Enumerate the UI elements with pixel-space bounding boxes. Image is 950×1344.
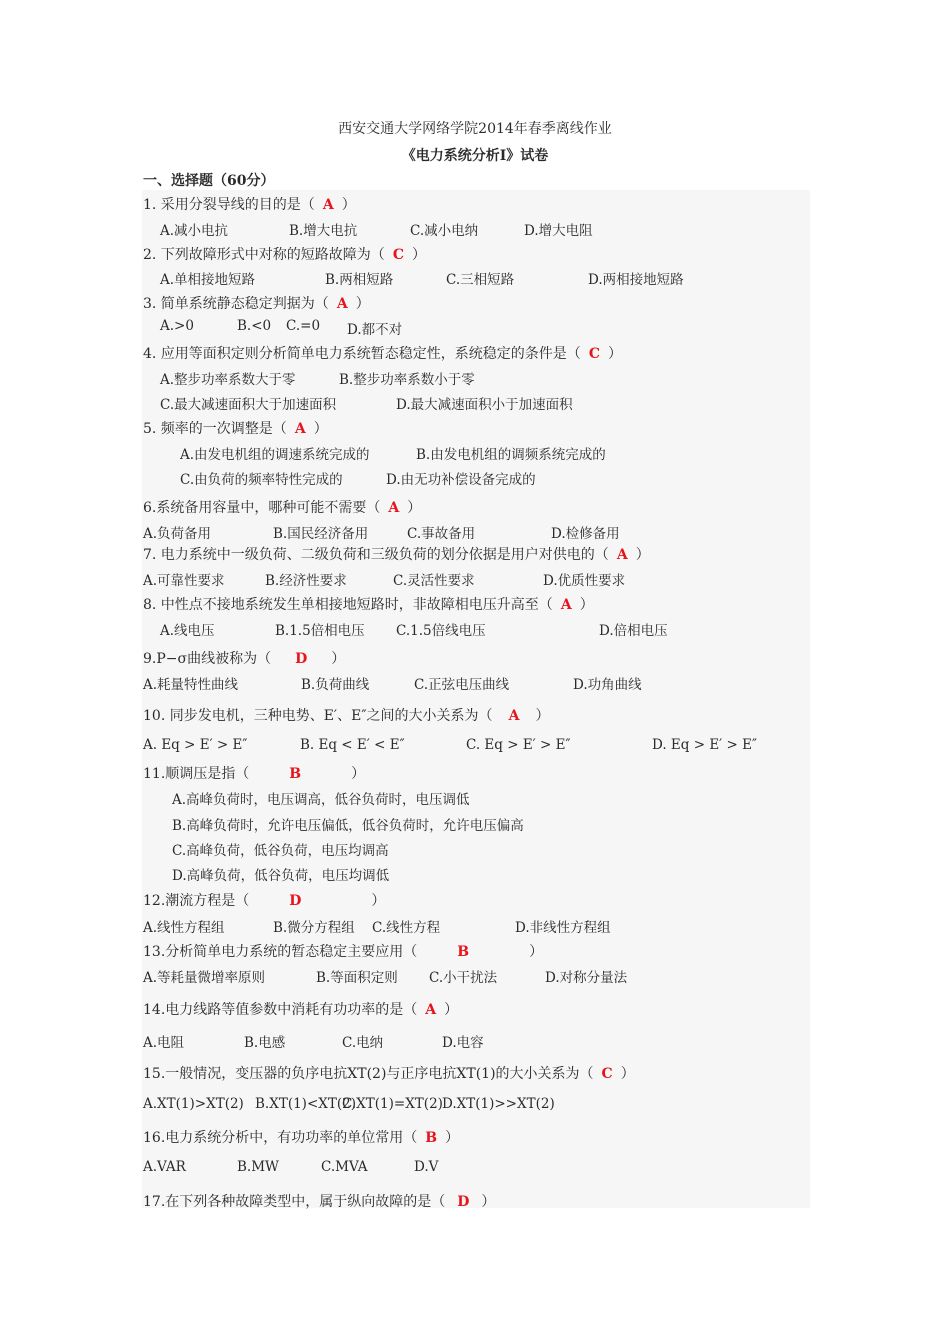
- option-6c: C.事故备用: [407, 526, 476, 542]
- answer-8: A: [560, 597, 572, 613]
- option-11d: D.高峰负荷，低谷负荷，电压均调低: [172, 868, 390, 884]
- option-15d: D.XT(1)>>XT(2): [442, 1096, 555, 1112]
- question-text: ）: [444, 1002, 459, 1018]
- option-9a: A.耗量特性曲线: [143, 677, 239, 693]
- option-13c: C.小干扰法: [429, 970, 498, 986]
- option-5d: D.由无功补偿设备完成的: [386, 472, 536, 488]
- option-7a: A.可靠性要求: [143, 573, 225, 589]
- question-2: [143, 244, 426, 264]
- option-10a: A. Eq > E′ > E″: [143, 737, 248, 753]
- answer-12: D: [289, 893, 302, 909]
- question-text: 10. 同步发电机，三种电势、E′、E″之间的大小关系为（: [143, 708, 493, 724]
- question-11: [143, 763, 365, 783]
- question-text: ）: [371, 893, 386, 909]
- question-text: ）: [313, 421, 328, 437]
- question-text: 8. 中性点不接地系统发生单相接地短路时，非故障相电压升高至（: [143, 597, 553, 613]
- question-13: [143, 941, 543, 961]
- option-15a: A.XT(1)>XT(2): [143, 1096, 244, 1112]
- option-14b: B.电感: [244, 1035, 286, 1051]
- option-16b: B.MW: [237, 1159, 279, 1175]
- option-3a: A.>0: [160, 318, 194, 334]
- question-text: 17.在下列各种故障类型中，属于纵向故障的是（: [143, 1194, 446, 1210]
- question-text: 3. 简单系统静态稳定判据为（: [143, 296, 329, 312]
- option-11c: C.高峰负荷，低谷负荷，电压均调高: [172, 843, 389, 859]
- question-text: 5. 频率的一次调整是（: [143, 421, 287, 437]
- option-2c: C.三相短路: [446, 272, 515, 288]
- answer-4: C: [588, 346, 600, 362]
- answer-9: D: [295, 651, 308, 667]
- question-text: 11.顺调压是指（: [143, 766, 250, 782]
- answer-14: A: [425, 1002, 437, 1018]
- option-4d: D.最大减速面积小于加速面积: [396, 397, 573, 413]
- question-text: ）: [411, 247, 426, 263]
- option-8a: A.线电压: [160, 623, 215, 639]
- option-3d: D.都不对: [347, 322, 403, 338]
- question-14: [143, 999, 458, 1019]
- option-11a: A.高峰负荷时，电压调高，低谷负荷时，电压调低: [172, 792, 470, 808]
- section-heading: 一、选择题（60分）: [143, 173, 275, 189]
- question-text: 4. 应用等面积定则分析简单电力系统暂态稳定性，系统稳定的条件是（: [143, 346, 581, 362]
- question-1: [143, 194, 356, 214]
- answer-7: A: [616, 547, 628, 563]
- answer-3: A: [336, 296, 348, 312]
- question-text: ）: [445, 1130, 460, 1146]
- question-text: ）: [341, 197, 356, 213]
- option-9d: D.功角曲线: [573, 677, 642, 693]
- option-6b: B.国民经济备用: [273, 526, 369, 542]
- option-2a: A.单相接地短路: [160, 272, 256, 288]
- question-text: 16.电力系统分析中，有功功率的单位常用（: [143, 1130, 418, 1146]
- option-1c: C.减小电纳: [410, 223, 479, 239]
- option-5c: C.由负荷的频率特性完成的: [180, 472, 343, 488]
- option-14d: D.电容: [442, 1035, 484, 1051]
- question-text: ）: [351, 766, 366, 782]
- question-10: [143, 705, 549, 725]
- option-7d: D.优质性要求: [543, 573, 626, 589]
- answer-15: C: [601, 1066, 613, 1082]
- question-8: [143, 594, 594, 614]
- question-5: [143, 418, 328, 438]
- question-text: 2. 下列故障形式中对称的短路故障为（: [143, 247, 385, 263]
- question-7: [143, 544, 650, 564]
- question-text: ）: [407, 500, 422, 516]
- option-8b: B.1.5倍相电压: [275, 623, 365, 639]
- question-text: ）: [481, 1194, 496, 1210]
- option-12b: B.微分方程组: [273, 920, 355, 936]
- question-16: [143, 1127, 459, 1147]
- question-text: 12.潮流方程是（: [143, 893, 250, 909]
- question-text: ）: [635, 547, 650, 563]
- question-3: [143, 293, 370, 313]
- question-text: 13.分析简单电力系统的暂态稳定主要应用（: [143, 944, 418, 960]
- question-text: 7. 电力系统中一级负荷、二级负荷和三级负荷的划分依据是用户对供电的（: [143, 547, 609, 563]
- option-4a: A.整步功率系数大于零: [160, 372, 296, 388]
- question-15: [143, 1063, 635, 1083]
- question-12: [143, 890, 385, 910]
- question-text: ）: [535, 708, 550, 724]
- option-6a: A.负荷备用: [143, 526, 212, 542]
- option-5a: A.由发电机组的调速系统完成的: [180, 447, 370, 463]
- document-title: 西安交通大学网络学院2014年春季离线作业: [338, 121, 612, 137]
- option-12a: A.线性方程组: [143, 920, 225, 936]
- answer-17: D: [457, 1194, 470, 1210]
- option-4b: B.整步功率系数小于零: [339, 372, 475, 388]
- question-text: 6.系统备用容量中，哪种可能不需要（: [143, 500, 381, 516]
- question-text: 14.电力线路等值参数中消耗有功功率的是（: [143, 1002, 418, 1018]
- option-9b: B.负荷曲线: [301, 677, 370, 693]
- option-16a: A.VAR: [143, 1159, 186, 1175]
- question-text: ）: [355, 296, 370, 312]
- option-12c: C.线性方程: [372, 920, 441, 936]
- question-text: ）: [331, 651, 346, 667]
- option-10d: D. Eq > E′ > E″: [652, 737, 758, 753]
- option-3b: B.<0: [237, 318, 272, 334]
- question-6: [143, 497, 421, 517]
- option-15b: B.XT(1)<XT(2): [255, 1096, 356, 1112]
- question-text: ）: [529, 944, 544, 960]
- option-11b: B.高峰负荷时，允许电压偏低，低谷负荷时，允许电压偏高: [172, 818, 524, 834]
- option-15c: C.XT(1)=XT(2): [342, 1096, 443, 1112]
- option-16c: C.MVA: [321, 1159, 368, 1175]
- question-text: 1. 采用分裂导线的目的是（: [143, 197, 315, 213]
- option-10c: C. Eq > E′ > E″: [466, 737, 571, 753]
- answer-2: C: [392, 247, 404, 263]
- option-12d: D.非线性方程组: [515, 920, 611, 936]
- document-subtitle: 《电力系统分析Ⅰ》试卷: [401, 148, 549, 164]
- question-text: 9.P−σ曲线被称为（: [143, 651, 272, 667]
- question-text: ）: [620, 1066, 635, 1082]
- answer-10: A: [508, 708, 520, 724]
- question-text: 15.一般情况，变压器的负序电抗XT(2)与正序电抗XT(1)的大小关系为（: [143, 1066, 594, 1082]
- option-8d: D.倍相电压: [599, 623, 668, 639]
- option-14c: C.电纳: [342, 1035, 384, 1051]
- answer-6: A: [388, 500, 400, 516]
- question-4: [143, 343, 622, 363]
- answer-11: B: [289, 766, 302, 782]
- question-text: ）: [607, 346, 622, 362]
- answer-5: A: [294, 421, 306, 437]
- option-16d: D.V: [414, 1159, 439, 1175]
- option-2d: D.两相接地短路: [588, 272, 684, 288]
- question-17: [143, 1191, 495, 1211]
- option-4c: C.最大减速面积大于加速面积: [160, 397, 337, 413]
- option-2b: B.两相短路: [325, 272, 394, 288]
- option-14a: A.电阻: [143, 1035, 185, 1051]
- option-10b: B. Eq < E′ < E″: [300, 737, 405, 753]
- option-6d: D.检修备用: [551, 526, 620, 542]
- answer-13: B: [457, 944, 470, 960]
- question-text: ）: [579, 597, 594, 613]
- answer-16: B: [425, 1130, 438, 1146]
- option-13a: A.等耗量微增率原则: [143, 970, 266, 986]
- option-1b: B.增大电抗: [289, 223, 358, 239]
- option-1a: A.减小电抗: [160, 223, 229, 239]
- option-7b: B.经济性要求: [265, 573, 347, 589]
- option-7c: C.灵活性要求: [393, 573, 475, 589]
- option-9c: C.正弦电压曲线: [414, 677, 510, 693]
- option-1d: D.增大电阻: [524, 223, 593, 239]
- answer-1: A: [322, 197, 334, 213]
- option-8c: C.1.5倍线电压: [396, 623, 486, 639]
- option-5b: B.由发电机组的调频系统完成的: [416, 447, 606, 463]
- option-3c: C.=0: [286, 318, 321, 334]
- option-13b: B.等面积定则: [316, 970, 398, 986]
- option-13d: D.对称分量法: [545, 970, 628, 986]
- question-9: [143, 648, 345, 668]
